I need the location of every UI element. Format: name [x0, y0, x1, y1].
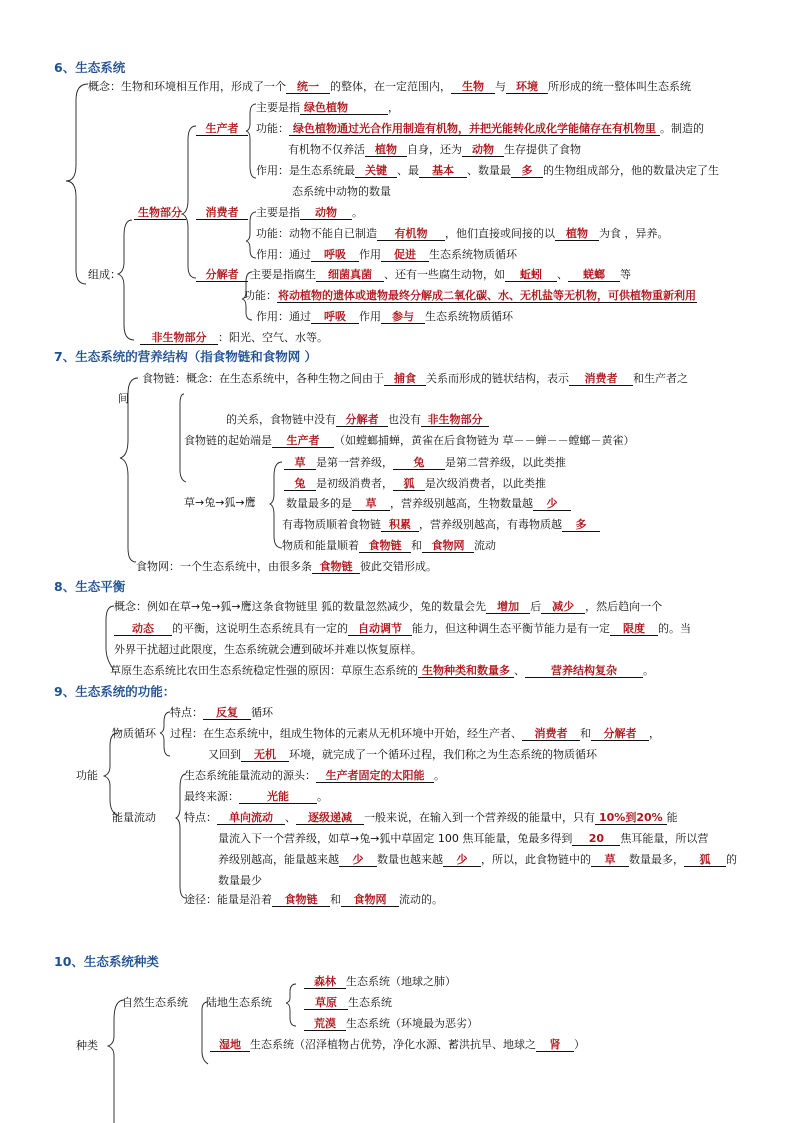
- s10-desert: 荒漠 生态系统（环境最为恶劣）: [304, 1017, 478, 1031]
- s7-chain-concept2: 的关系，食物链中没有 分解者 也没有 非生物部分: [226, 413, 489, 427]
- s8-grassland-reason: 草原生态系统比农田生态系统稳定性强的原因：草原生态系统的 生物种类和数量多 、 营养结构复杂 。: [110, 664, 654, 677]
- s6-decomposer-role: 作用：通过 呼吸 作用 参与 生态系统物质循环: [256, 310, 513, 323]
- s6-biotic-label: 生物部分: [134, 206, 186, 220]
- s7-chain-concept-wrap: 间: [118, 392, 129, 405]
- s6-producer-func2: 有机物不仅养活 植物 自身，还为 动物 生存提供了食物: [288, 143, 581, 156]
- section-8-title: 8、生态平衡: [54, 579, 126, 594]
- s9-cycle-process: 过程：在生态系统中，组成生物体的元素从无机环境中开始，经生产者、 消费者 和 分解者 ，: [170, 727, 660, 740]
- s6-zucheng-label: 组成：: [88, 268, 121, 281]
- s9-energy-feature: 特点： 单向流动 、 逐级递减 一般来说，在输入到一个营养级的能量中，只有 10%到20% 能: [184, 811, 678, 824]
- s7-ex-line2: 兔 是初级消费者， 狐 是次级消费者，以此类推: [284, 477, 546, 491]
- section-6-title: 6、生态系统: [54, 60, 126, 75]
- s6-consumer-main: 主要是指 动物 。: [256, 206, 363, 219]
- section-10-title: 10、生态系统种类: [54, 954, 159, 969]
- s6-producer-role: 作用：是生态系统最 关键 、最 基本 、数量最 多 的生物组成部分，他的数量决定了生: [256, 164, 719, 177]
- s6-concept-line: 概念：生物和环境相互作用，形成了一个 统一 的整体，在一定范围内， 生物 与 环境 所形成的统一整体叫生态系统: [88, 80, 691, 93]
- s10-wetland: 湿地 生态系统（沼泽植物占优势，净化水源、蓄洪抗旱、地球之 肾 ）: [210, 1038, 585, 1052]
- s6-consumer-func: 功能：动物不能自已制造 有机物 ，他们直接或间接的以 植物 为食 ，异养。: [256, 227, 669, 240]
- s9-cycle-process2: 又回到 无机 环境，就完成了一个循环过程，我们称之为生态系统的物质循环: [208, 748, 597, 761]
- s9-cycle-label: 物质循环: [112, 727, 156, 740]
- section-9-title: 9、生态系统的功能：: [54, 684, 176, 699]
- s10-forest: 森林 生态系统（地球之肺）: [304, 975, 456, 989]
- s10-land-label: 陆地生态系统: [206, 996, 272, 1009]
- s7-food-web: 食物网：一个生态系统中，由很多条 食物链 彼此交错形成。: [136, 560, 437, 573]
- s6-producer-main: 主要是指 绿色植物 ，: [256, 101, 399, 114]
- s8-concept-line1: 概念：例如在草→兔→狐→鹰这条食物链里 狐的数量忽然减少，兔的数量会先 增加 后 减少 ，然后趋向一个: [114, 600, 663, 613]
- s9-energy-source: 生态系统能量流动的源头： 生产者固定的太阳能 。: [184, 769, 445, 782]
- s8-concept-line3: 外界干扰超过此限度，生态系统就会遭到破坏并难以恢复原样。: [114, 643, 422, 656]
- s6-decomposer-main: 主要是指腐生 细菌真菌 、还有一些腐生动物，如 蚯蚓 、 蜣螂 等: [250, 268, 631, 281]
- s6-producer-role2: 态系统中动物的数量: [292, 185, 391, 198]
- s9-cycle-feature: 特点： 反复 循环: [170, 706, 273, 719]
- s6-producer-label: 生产者: [196, 122, 248, 136]
- s9-energy-feature3: 养级别越高，能量越来越 少 数量也越来越 少 ，所以，此食物链中的 草 数量最多， 狐 的: [218, 853, 737, 866]
- s6-decomposer-label: 分解者: [196, 268, 248, 282]
- s9-energy-label: 能量流动: [112, 811, 156, 824]
- s8-concept-line2: 动态 的平衡，这说明生态系统具有一定的 自动调节 能力，但这种调生态平衡节能力是有一定 限度 的。当: [114, 622, 691, 636]
- s9-energy-feature2: 量流入下一个营养级，如草→兔→狐中草固定 100 焦耳能量，兔最多得到 20 焦耳能量，所以营: [218, 832, 709, 845]
- s10-natural-label: 自然生态系统: [122, 996, 188, 1009]
- s7-example-chain: 草→兔→狐→鹰: [184, 496, 256, 509]
- s7-chain-concept: 食物链：概念：在生态系统中，各种生物之间由于 捕食 关系而形成的链状结构，表示 消费者 和生产者之: [142, 372, 688, 385]
- s9-energy-final: 最终来源： 光能 。: [184, 790, 328, 803]
- s7-chain-start: 食物链的起始端是 生产者 （如螳螂捕蝉，黄雀在后食物链为 草－－蝉－－螳螂－黄雀）: [184, 434, 635, 447]
- s6-consumer-label: 消费者: [196, 206, 248, 220]
- s9-energy-path: 途径：能量是沿着 食物链 和 食物网 流动的。: [184, 893, 443, 906]
- s6-decomposer-func: 功能：将动植物的遗体或遗物最终分解成二氧化碳、水、无机盐等无机物，可供植物重新利用: [244, 289, 696, 302]
- s7-ex-line4: 有毒物质顺着食物链 积累 ，营养级别越高，有毒物质越 多: [282, 518, 600, 532]
- s10-kind-label: 种类: [76, 1039, 98, 1052]
- section-7-title: 7、生态系统的营养结构（指食物链和食物网 ）: [54, 349, 318, 364]
- s9-energy-feature4: 数量最少: [218, 874, 262, 887]
- s7-ex-line3: 数量最多的是 草 ，营养级别越高，生物数量越 少: [286, 497, 571, 511]
- s7-ex-line1: 草 是第一营养级， 兔 是第二营养级，以此类推: [284, 456, 566, 470]
- s10-grassland: 草原 生态系统: [304, 996, 392, 1010]
- s9-function-label: 功能: [76, 769, 98, 782]
- s6-abiotic: 非生物部分 ：阳光、空气、水等。: [140, 331, 328, 345]
- s7-ex-line5: 物质和能量顺着 食物链 和 食物网 流动: [282, 539, 496, 552]
- s6-consumer-role: 作用：通过 呼吸 作用 促进 生态系统物质循环: [256, 248, 517, 261]
- s6-producer-func: 功能： 绿色植物通过光合作用制造有机物，并把光能转化成化学能储存在有机物里 。制造的: [256, 122, 704, 135]
